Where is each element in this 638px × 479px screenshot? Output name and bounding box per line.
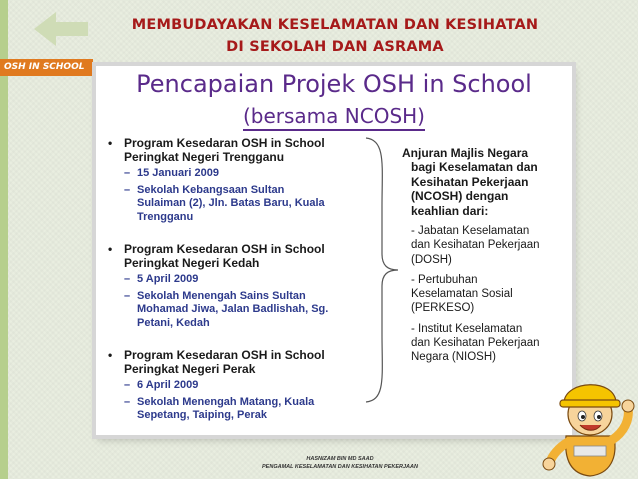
bullet-icon: • — [108, 242, 113, 256]
program-date: 6 April 2009 — [137, 379, 199, 391]
dash-icon: – — [124, 289, 131, 302]
program-date: 15 Januari 2009 — [137, 167, 219, 179]
program-level: Peringkat Negeri Perak — [124, 362, 256, 376]
member-item-niosh: - Institut Keselamatan dan Kesihatan Pekerjaan Negara (NIOSH) — [411, 322, 540, 364]
program-item — [108, 348, 370, 423]
organizer-info: Anjuran Majlis Negara bagi Keselamatan dan Kesihatan Pekerjaan (NCOSH) dengan keahlian dari: - Jabatan Keselamatan dan Kesihatan Pekerjaan (DOSH) - Pertubuhan Keselamatan Sosial (PERKESO) - Institut Keselamatan dan Kesihatan Pekerjaan Negara (NIOSH) — [402, 146, 567, 365]
dash-icon: – — [124, 167, 131, 179]
curly-brace-icon — [362, 136, 402, 404]
footer-credit — [240, 456, 440, 471]
bullet-icon: • — [108, 136, 113, 150]
program-item — [108, 242, 370, 330]
program-level: Peringkat Negeri Kedah — [124, 256, 260, 270]
member-item-perkeso: - Pertubuhan Keselamatan Sosial (PERKESO) — [411, 273, 513, 315]
dash-icon: – — [124, 183, 131, 196]
header-title-line2: DI SEKOLAH DAN ASRAMA — [226, 39, 444, 55]
dash-icon: – — [124, 273, 131, 285]
footer-role: PENGAMAL KESELAMATAN DAN KESIHATAN PEKERJAAN — [262, 463, 418, 470]
slide-title: Pencapaian Projek OSH in School — [136, 70, 532, 98]
footer-name: HASNIZAM BIN MD SAAD — [306, 456, 374, 462]
program-item — [108, 136, 370, 224]
osh-in-school-tag: OSH IN SCHOOL — [0, 59, 93, 76]
slide-subtitle-text: (bersama NCOSH) — [243, 104, 425, 131]
slide-subtitle — [96, 103, 572, 129]
program-title: Program Kesedaran OSH in School — [124, 348, 325, 362]
program-list — [108, 136, 370, 433]
member-item-dosh: - Jabatan Keselamatan dan Kesihatan Pekerjaan (DOSH) — [411, 225, 540, 266]
program-title: Program Kesedaran OSH in School — [124, 136, 325, 150]
arrow-decoration-icon — [26, 6, 94, 52]
bullet-icon: • — [108, 348, 113, 362]
header-title-line1: MEMBUDAYAKAN KESELAMATAN DAN KESIHATAN — [131, 17, 539, 33]
program-venue: Sekolah Kebangsaan Sultan Sulaiman (2), Jln. Batas Baru, Kuala Trengganu — [137, 183, 325, 223]
program-level: Peringkat Negeri Trengganu — [124, 150, 285, 164]
program-venue: Sekolah Menengah Matang, Kuala Sepetang, Taiping, Perak — [137, 395, 315, 421]
dash-icon: – — [124, 379, 131, 391]
header-title — [100, 14, 570, 58]
program-venue: Sekolah Menengah Sains Sultan Mohamad Jiwa, Jalan Badlishah, Sg. Petani, Kedah — [137, 289, 329, 329]
dash-icon: – — [124, 395, 131, 408]
organizer-title: Anjuran Majlis Negara — [402, 146, 529, 160]
safety-worker-mascot-icon — [538, 362, 638, 479]
program-title: Program Kesedaran OSH in School — [124, 242, 325, 256]
program-date: 5 April 2009 — [137, 273, 199, 285]
slide-panel — [96, 66, 572, 435]
